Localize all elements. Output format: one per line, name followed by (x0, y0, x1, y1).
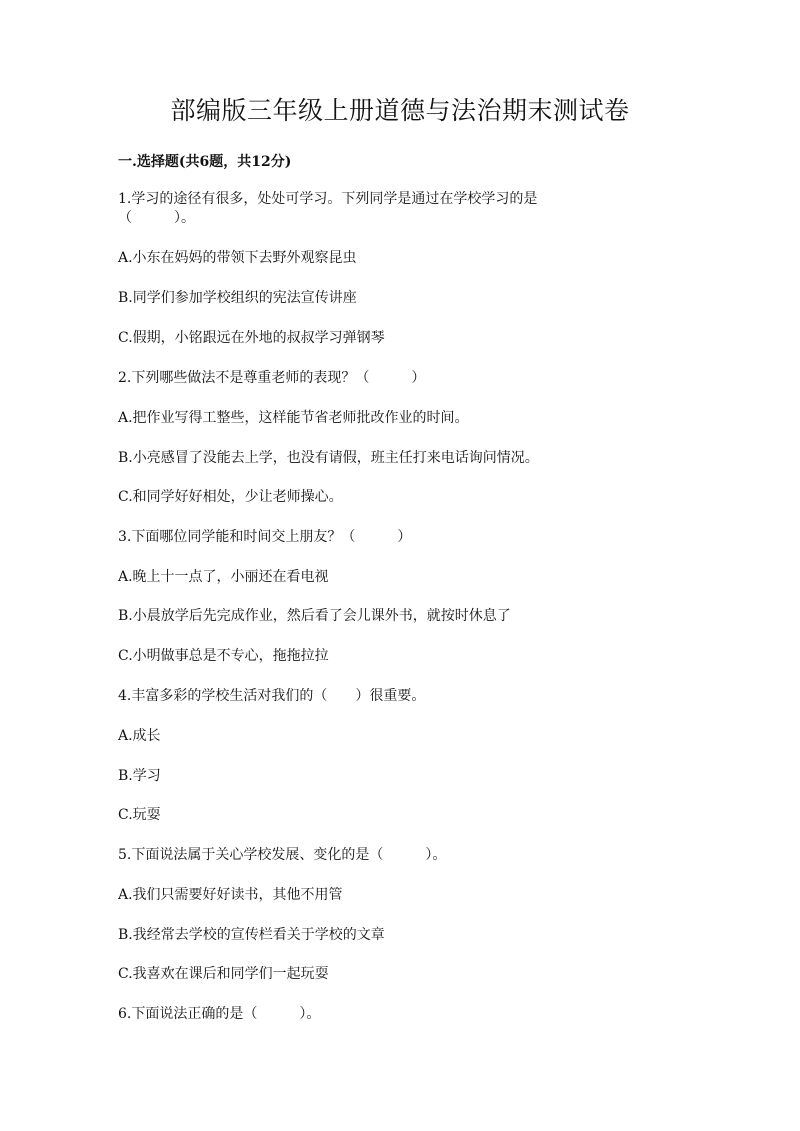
question-4-option-c: C.玩耍 (118, 807, 161, 823)
question-5-option-b: B.我经常去学校的宣传栏看关于学校的文章 (118, 927, 385, 943)
question-1-stem-line-2: （ ）。 (118, 210, 195, 226)
question-1-stem-line-1: 1.学习的途径有很多，处处可学习。下列同学是通过在学校学习的是 (118, 191, 538, 207)
question-4-option-a: A.成长 (118, 728, 161, 744)
question-3-option-c: C.小明做事总是不专心，拖拖拉拉 (118, 648, 329, 664)
question-2-stem: 2.下列哪些做法不是尊重老师的表现？（ ） (118, 370, 426, 386)
question-2-option-b: B.小亮感冒了没能去上学，也没有请假，班主任打来电话询问情况。 (118, 450, 539, 466)
question-3-option-a: A.晚上十一点了，小丽还在看电视 (118, 569, 329, 585)
question-4-option-b: B.学习 (118, 768, 161, 784)
question-3-stem: 3.下面哪位同学能和时间交上朋友？（ ） (118, 529, 412, 545)
question-2-option-a: A.把作业写得工整些，这样能节省老师批改作业的时间。 (118, 410, 469, 426)
question-1-option-a: A.小东在妈妈的带领下去野外观察昆虫 (118, 250, 357, 266)
question-1-option-b: B.同学们参加学校组织的宪法宣传讲座 (118, 290, 357, 306)
question-1-option-c: C.假期，小铭跟远在外地的叔叔学习弹钢琴 (118, 330, 385, 346)
question-4-stem: 4.丰富多彩的学校生活对我们的（ ）很重要。 (118, 688, 426, 704)
question-3-option-b: B.小晨放学后先完成作业，然后看了会儿课外书，就按时休息了 (118, 608, 511, 624)
section-heading: 一.选择题(共6题，共12分) (118, 154, 292, 170)
question-5-option-a: A.我们只需要好好读书，其他不用管 (118, 887, 343, 903)
page-title: 部编版三年级上册道德与法治期末测试卷 (170, 96, 630, 125)
question-2-option-c: C.和同学好好相处，少让老师操心。 (118, 489, 343, 505)
question-6-stem: 6.下面说法正确的是（ ）。 (118, 1006, 321, 1022)
question-5-option-c: C.我喜欢在课后和同学们一起玩耍 (118, 966, 329, 982)
question-5-stem: 5.下面说法属于关心学校发展、变化的是（ ）。 (118, 847, 447, 863)
